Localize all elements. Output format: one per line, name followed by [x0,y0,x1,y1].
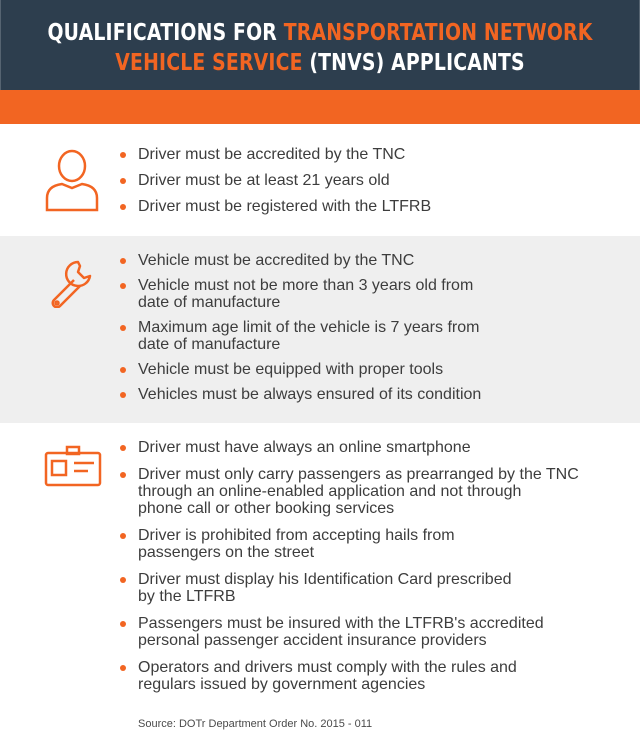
title-part-highlight: VEHICLE SERVICE [115,50,303,76]
list-item: Driver must be at least 21 years old [118,172,620,189]
operations-requirements-list [118,439,620,703]
list-item: Passengers must be insured with the LTFRB's accredited personal passenger accident insurance providers [118,615,620,649]
page-header [0,0,640,90]
list-item: Driver is prohibited from accepting hails from passengers on the street [118,527,620,561]
title-part: (TNVS) APPLICANTS [302,50,525,76]
list-item: Vehicle must be accredited by the TNC [118,252,620,269]
list-item: Maximum age limit of the vehicle is 7 years from date of manufacture [118,319,620,353]
wrench-icon [44,256,100,308]
title-line-1 [0,18,640,48]
title-part-highlight: TRANSPORTATION NETWORK [283,20,593,46]
list-item: Driver must be accredited by the TNC [118,146,620,163]
list-item: Driver must have always an online smartphone [118,439,620,456]
vehicle-requirements-list [118,252,620,411]
id-card-icon [44,445,102,487]
title-part: QUALIFICATIONS FOR [47,20,284,46]
title-line-2 [0,48,640,78]
list-item: Driver must display his Identification Card prescribed by the LTFRB [118,571,620,605]
driver-section [0,124,640,236]
vehicle-section [0,236,640,423]
list-item: Vehicle must not be more than 3 years old from date of manufacture [118,277,620,311]
list-item: Driver must be registered with the LTFRB [118,198,620,215]
list-item: Vehicles must be always ensured of its condition [118,386,620,403]
driver-requirements-list [118,146,620,224]
operations-section [0,423,640,755]
person-icon [44,148,100,212]
list-item: Vehicle must be equipped with proper tools [118,361,620,378]
accent-band [0,90,640,124]
source-note: Source: DOTr Department Order No. 2015 - 011 [138,718,373,730]
list-item: Operators and drivers must comply with the rules and regulars issued by government agencies [118,659,620,693]
list-item: Driver must only carry passengers as prearranged by the TNC through an online-enabled application and not through phone call or other booking services [118,466,620,517]
